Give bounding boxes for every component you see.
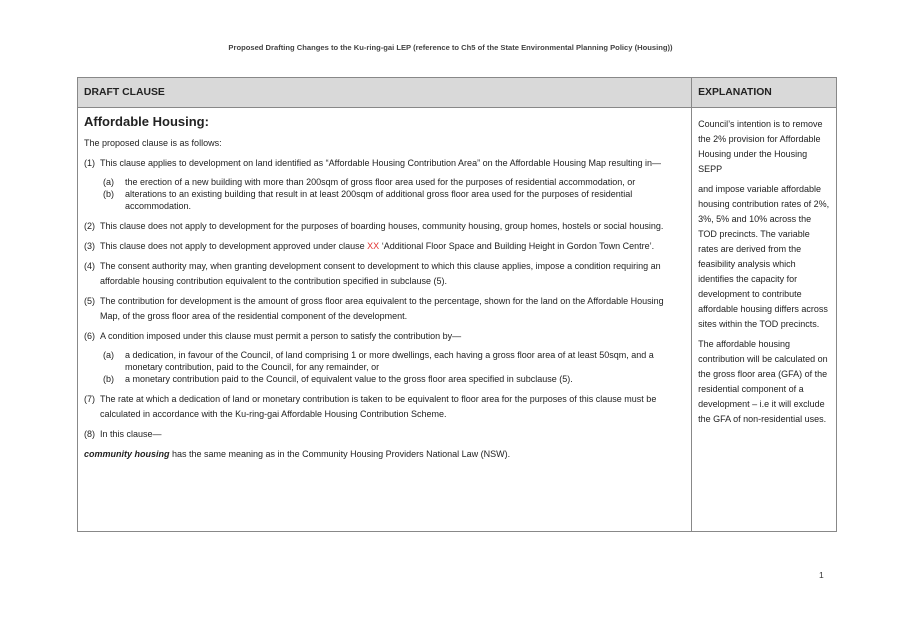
clause-subitem-6a xyxy=(103,349,685,373)
clause-item-5 xyxy=(84,294,685,324)
clause-placeholder-xx: XX xyxy=(367,241,380,251)
clause-text: The rate at which a dedication of land or monetary contribution is taken to be equivalent to floor area for the purposes of this clause must be calculated in accordance with the Ku-ring-gai Affordable Housing Contribution Scheme. xyxy=(100,394,657,419)
clause-item-7 xyxy=(84,392,685,422)
table-body-row xyxy=(78,108,837,532)
clause-heading: Affordable Housing: xyxy=(84,114,209,129)
clause-text: In this clause— xyxy=(100,429,162,439)
subitem-text: a dedication, in favour of the Council, of land comprising 1 or more dwellings, each having a gross floor area of at least 50sqm, and a monetary contribution, paid to the Council, for any remainder, or xyxy=(125,350,654,372)
definition-term: community housing xyxy=(84,449,170,459)
clause-number: (8) xyxy=(84,429,95,439)
clause-text: A condition imposed under this clause must permit a person to satisfy the contribution by— xyxy=(100,331,462,341)
clause-subitem-6b xyxy=(103,373,685,385)
clause-number: (3) xyxy=(84,241,95,251)
clause-number: (4) xyxy=(84,261,95,271)
clause-item-2 xyxy=(84,219,685,234)
clause-number: (7) xyxy=(84,394,95,404)
subitem-letter: (a) xyxy=(103,350,114,360)
explanation-column-header: EXPLANATION xyxy=(692,78,837,108)
definition xyxy=(84,447,685,462)
clause-item-1 xyxy=(84,156,685,171)
clause-item-6 xyxy=(84,329,685,344)
clause-subitem-1b xyxy=(103,188,685,212)
clause-text: The consent authority may, when granting development consent to development to which this clause applies, impose a condition requiring an affordable housing contribution equivalent to the contribution specified in subclause (5). xyxy=(100,261,661,286)
subitem-text: the erection of a new building with more than 200sqm of gross floor area used for the purposes of residential accommodation, or xyxy=(125,177,636,187)
clause-number: (1) xyxy=(84,158,95,168)
table-header-row xyxy=(78,78,837,108)
clause-6-subitems xyxy=(84,349,685,385)
clause-subitem-1a xyxy=(103,176,685,188)
clause-text xyxy=(100,239,654,254)
subitem-text: a monetary contribution paid to the Council, of equivalent value to the gross floor area specified in subclause (5). xyxy=(125,374,573,384)
subitem-letter: (a) xyxy=(103,177,114,187)
explanation-paragraph-2: and impose variable affordable housing contribution rates of 2%, 3%, 5% and 10% across the TOD precincts. The variable rates are derived from the feasibility analysis which identifies the capacity for development to contribute affordable housing differs across sites within the TOD precincts. xyxy=(698,184,830,329)
explanation-paragraph-3: The affordable housing contribution will be calculated on the gross floor area (GFA) of the residential component of a development – i.e it will exclude the GFA of non-residential uses. xyxy=(698,339,828,424)
subitem-text: alterations to an existing building that result in at least 200sqm of additional gross floor area used for the purposes of residential accommodation. xyxy=(125,189,633,211)
draft-clause-column-header: DRAFT CLAUSE xyxy=(78,78,692,108)
clause-text: This clause does not apply to development for the purposes of boarding houses, community housing, group homes, hostels or social housing. xyxy=(100,221,664,231)
explanation-cell xyxy=(692,108,837,532)
subitem-letter: (b) xyxy=(103,189,114,199)
clause-item-4 xyxy=(84,259,685,289)
definition-text: has the same meaning as in the Community Housing Providers National Law (NSW). xyxy=(169,449,511,459)
clause-number: (2) xyxy=(84,221,95,231)
clause-1-subitems xyxy=(84,176,685,212)
document-header-title: Proposed Drafting Changes to the Ku-ring-gai LEP (reference to Ch5 of the State Environmental Planning Policy (Housing)) xyxy=(228,43,673,52)
subitem-letter: (b) xyxy=(103,374,114,384)
clause-text: This clause applies to development on land identified as “Affordable Housing Contribution Area” on the Affordable Housing Map resulting in— xyxy=(100,158,662,168)
explanation-paragraph-1: Council’s intention is to remove the 2% provision for Affordable Housing under the Housing SEPP xyxy=(698,119,823,174)
clause-number: (5) xyxy=(84,296,95,306)
clause-3-text-start: This clause does not apply to development approved under clause xyxy=(100,241,368,251)
clause-intro: The proposed clause is as follows: xyxy=(84,138,222,148)
page-number: 1 xyxy=(819,570,824,580)
clause-3-text-end: ‘Additional Floor Space and Building Height in Gordon Town Centre’. xyxy=(379,241,655,251)
clause-table xyxy=(77,77,837,532)
clause-number: (6) xyxy=(84,331,95,341)
draft-clause-cell xyxy=(78,108,692,532)
clause-item-8 xyxy=(84,427,685,442)
clause-item-3 xyxy=(84,239,685,254)
clause-text: The contribution for development is the amount of gross floor area equivalent to the percentage, shown for the land on the Affordable Housing Map, of the gross floor area of the residential component of the development. xyxy=(100,296,664,321)
